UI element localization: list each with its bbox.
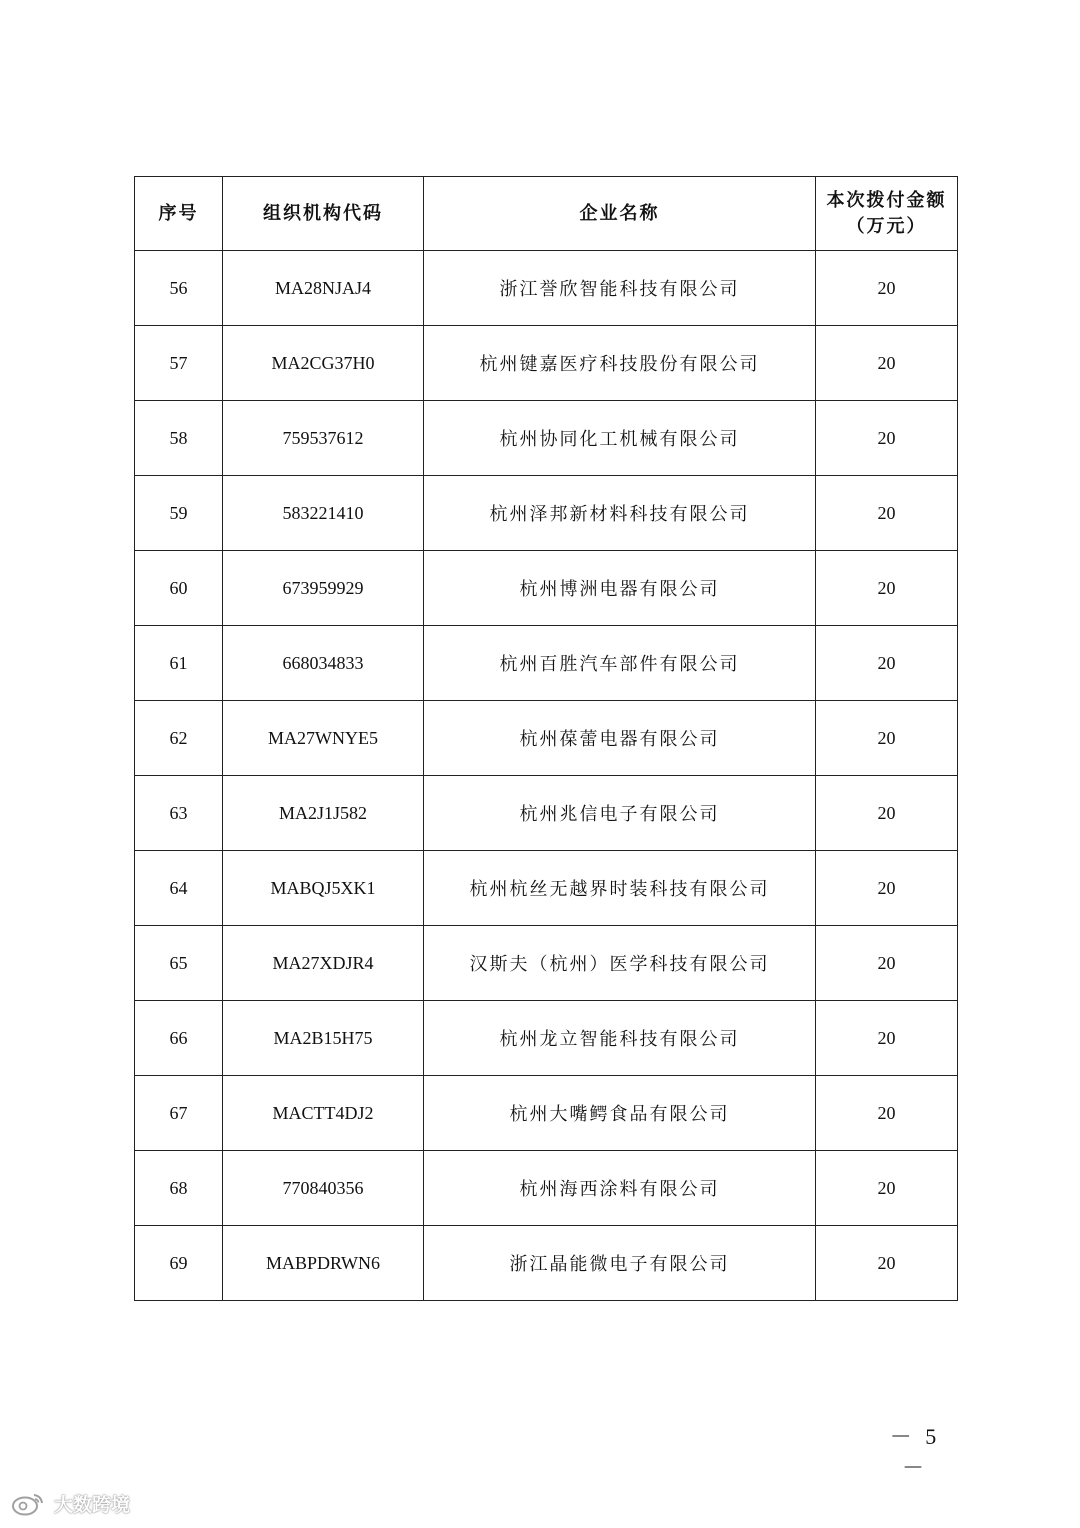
- page-number: － 5 －: [889, 1424, 941, 1480]
- row-index: 57: [135, 326, 223, 401]
- row-amount: 20: [816, 1076, 958, 1151]
- table-row: [135, 1076, 958, 1151]
- header-org-code: 组织机构代码: [223, 177, 424, 251]
- row-amount: 20: [816, 701, 958, 776]
- row-amount: 20: [816, 326, 958, 401]
- row-amount: 20: [816, 476, 958, 551]
- row-company-name: 杭州百胜汽车部件有限公司: [424, 626, 816, 701]
- row-index: 63: [135, 776, 223, 851]
- header-index: 序号: [135, 177, 223, 251]
- row-index: 64: [135, 851, 223, 926]
- row-amount: 20: [816, 1001, 958, 1076]
- row-org-code: MA2J1J582: [223, 776, 424, 851]
- row-org-code: MACTT4DJ2: [223, 1076, 424, 1151]
- row-index: 56: [135, 251, 223, 326]
- header-amount-line1: 本次拨付金额: [826, 189, 947, 211]
- row-org-code: MA28NJAJ4: [223, 251, 424, 326]
- row-org-code: MA2CG37H0: [223, 326, 424, 401]
- row-company-name: 杭州杭丝无越界时装科技有限公司: [424, 851, 816, 926]
- table-row: [135, 326, 958, 401]
- table-row: [135, 701, 958, 776]
- row-index: 68: [135, 1151, 223, 1226]
- row-company-name: 杭州泽邦新材料科技有限公司: [424, 476, 816, 551]
- row-amount: 20: [816, 551, 958, 626]
- table-row: [135, 626, 958, 701]
- row-amount: 20: [816, 851, 958, 926]
- table-row: [135, 1151, 958, 1226]
- table-row: [135, 251, 958, 326]
- table-row: [135, 776, 958, 851]
- row-company-name: 汉斯夫（杭州）医学科技有限公司: [424, 926, 816, 1001]
- row-amount: 20: [816, 776, 958, 851]
- table-body: [135, 251, 958, 1301]
- header-company-name: 企业名称: [424, 177, 816, 251]
- row-company-name: 浙江誉欣智能科技有限公司: [424, 251, 816, 326]
- row-company-name: 杭州博洲电器有限公司: [424, 551, 816, 626]
- row-org-code: 770840356: [223, 1151, 424, 1226]
- row-index: 61: [135, 626, 223, 701]
- table-row: [135, 1001, 958, 1076]
- row-amount: 20: [816, 401, 958, 476]
- row-company-name: 杭州大嘴鳄食品有限公司: [424, 1076, 816, 1151]
- row-amount: 20: [816, 1226, 958, 1301]
- row-index: 69: [135, 1226, 223, 1301]
- header-amount: [816, 177, 958, 251]
- row-index: 59: [135, 476, 223, 551]
- row-amount: 20: [816, 251, 958, 326]
- table-row: [135, 401, 958, 476]
- row-company-name: 杭州葆蕾电器有限公司: [424, 701, 816, 776]
- row-org-code: 673959929: [223, 551, 424, 626]
- row-company-name: 浙江晶能微电子有限公司: [424, 1226, 816, 1301]
- row-org-code: MA27XDJR4: [223, 926, 424, 1001]
- table-row: [135, 926, 958, 1001]
- row-amount: 20: [816, 926, 958, 1001]
- table-row: [135, 476, 958, 551]
- row-amount: 20: [816, 626, 958, 701]
- row-index: 67: [135, 1076, 223, 1151]
- row-index: 66: [135, 1001, 223, 1076]
- row-index: 60: [135, 551, 223, 626]
- table-header-row: [135, 177, 958, 251]
- row-index: 62: [135, 701, 223, 776]
- row-company-name: 杭州海西涂料有限公司: [424, 1151, 816, 1226]
- row-company-name: 杭州龙立智能科技有限公司: [424, 1001, 816, 1076]
- row-company-name: 杭州协同化工机械有限公司: [424, 401, 816, 476]
- row-org-code: MA2B15H75: [223, 1001, 424, 1076]
- row-company-name: 杭州键嘉医疗科技股份有限公司: [424, 326, 816, 401]
- row-index: 65: [135, 926, 223, 1001]
- table-row: [135, 1226, 958, 1301]
- table-row: [135, 551, 958, 626]
- row-org-code: MABPDRWN6: [223, 1226, 424, 1301]
- row-org-code: 759537612: [223, 401, 424, 476]
- row-org-code: MA27WNYE5: [223, 701, 424, 776]
- watermark-text: 大数跨境: [54, 1494, 131, 1516]
- row-org-code: 668034833: [223, 626, 424, 701]
- table-row: [135, 851, 958, 926]
- row-amount: 20: [816, 1151, 958, 1226]
- watermark: [10, 1490, 130, 1517]
- row-org-code: MABQJ5XK1: [223, 851, 424, 926]
- row-company-name: 杭州兆信电子有限公司: [424, 776, 816, 851]
- enterprise-table: [134, 176, 958, 1301]
- weibo-logo-icon: [10, 1491, 48, 1517]
- header-amount-line2: （万元）: [846, 215, 927, 237]
- row-index: 58: [135, 401, 223, 476]
- row-org-code: 583221410: [223, 476, 424, 551]
